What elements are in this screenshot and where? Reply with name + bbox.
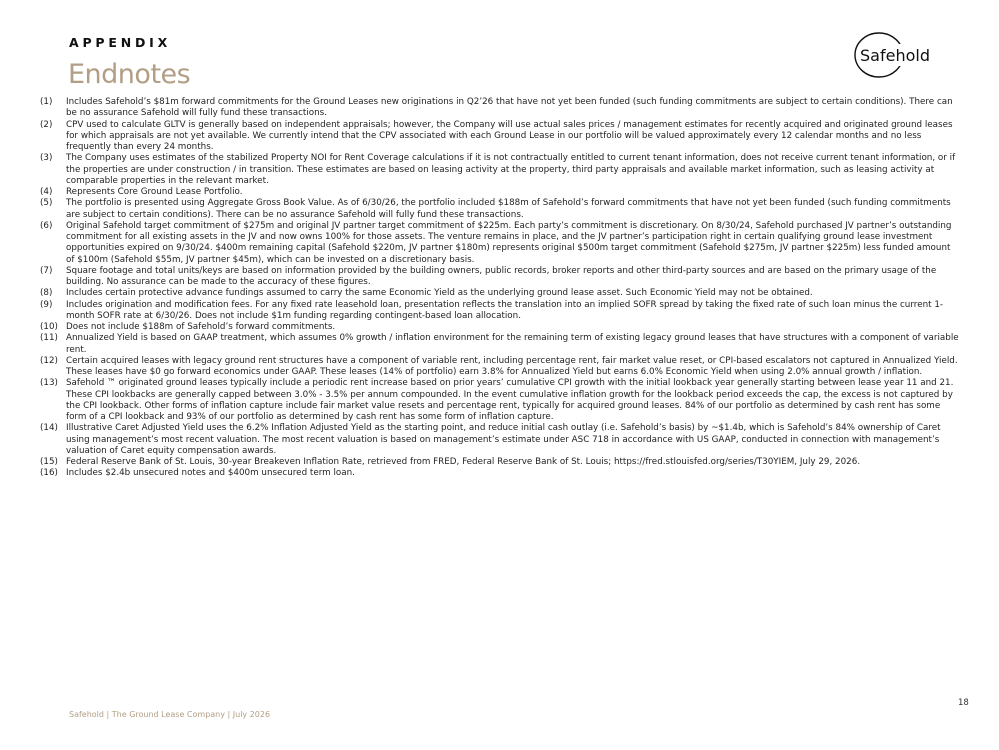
endnote-number: (2) <box>40 119 53 130</box>
endnote-number: (8) <box>40 288 53 299</box>
endnote-item <box>40 300 960 323</box>
endnote-text: Includes origination and modification fees. For any fixed rate leasehold loan, presentation reflects the translation into an implied SOFR spread by taking the fixed rate of such loan minus the current 1-month SOFR rate at 6/30/26. Does not include $1m funding regarding contingent-based loan allocation. <box>66 299 944 321</box>
endnote-item <box>40 356 960 379</box>
endnote-item <box>40 378 960 423</box>
endnote-text: Safehold ™ originated ground leases typically include a periodic rent increase based on prior years’ cumulative CPI growth with the initial lookback year generally starting between lease year 11 and 21. These CPI lookbacks are generally capped between 3.0% - 3.5% per annum compounded. In the event cumulative inflation growth for the lookback period exceeds the cap, the excess is not captured by the CPI lookback. Other forms of inflation capture include fair market value resets and percentage rent, typically for acquired ground leases. 84% of our portfolio as determined by cash rent has some form of a CPI lookback and 93% of our portfolio as determined by cash rent has some form of inflation capture. <box>66 378 954 422</box>
endnote-text: Includes certain protective advance fundings assumed to carry the same Economic Yield as the underlying ground lease asset. Such Economic Yield may not be obtained. <box>66 288 813 299</box>
endnote-number: (4) <box>40 187 53 197</box>
endnote-item <box>40 423 960 457</box>
endnote-text: Includes Safehold’s $81m forward commitments for the Ground Leases new originations in Q2’26 that have not yet been funded (such funding commitments are subject to certain conditions). There can be no assurance Safehold will fully fund these transactions. <box>66 97 953 119</box>
endnote-number: (16) <box>40 468 58 479</box>
endnote-number: (6) <box>40 220 53 231</box>
endnote-number: (14) <box>40 423 58 434</box>
endnote-number: (5) <box>40 198 53 209</box>
section-label: APPENDIX <box>69 35 172 50</box>
endnote-item <box>40 187 960 198</box>
endnote-item <box>40 288 960 299</box>
page-number: 18 <box>958 698 969 708</box>
endnote-text: Square footage and total units/keys are based on information provided by the building owners, public records, broker reports and other third-party sources and are based on the primary usage of the building. No assurance can be made to the accuracy of these figures. <box>66 265 937 287</box>
endnote-text: The portfolio is presented using Aggregate Gross Book Value. As of 6/30/26, the portfolio included $188m of Safehold’s forward commitments that have not yet been funded (such funding commitments are subject to certain conditions). There can be no assurance Safehold will fully fund these transactions. <box>66 198 951 220</box>
endnote-text: CPV used to calculate GLTV is generally based on independent appraisals; however, the Company will use actual sales prices / management estimates for recently acquired and originated ground leases for which appraisals are not yet available. We currently intend that the CPV associated with each Ground Lease in our portfolio will be valued approximately every 12 calendar months and no less frequently than every 24 months. <box>66 119 953 152</box>
endnote-item <box>40 120 960 154</box>
endnote-item <box>40 333 960 356</box>
safehold-logo <box>852 30 944 82</box>
endnote-text: Certain acquired leases with legacy ground rent structures have a component of variable rent, including percentage rent, fair market value reset, or CPI-based escalators not captured in Annualized Yield. These leases have $0 go forward economics under GAAP. These leases (14% of portfolio) earn 3.8% for Annualized Yield but earns 6.0% Economic Yield when using 2.0% annual growth / inflation. <box>66 355 958 377</box>
endnote-item <box>40 457 960 468</box>
endnote-item <box>40 322 960 333</box>
endnote-item <box>40 266 960 289</box>
endnote-number: (9) <box>40 299 53 310</box>
endnote-number: (3) <box>40 153 53 164</box>
page-title: Endnotes <box>68 59 191 90</box>
endnote-text: Does not include $188m of Safehold’s forward commitments. <box>66 322 336 332</box>
endnote-item <box>40 468 960 479</box>
endnote-text: Illustrative Caret Adjusted Yield uses the 6.2% Inflation Adjusted Yield as the starting point, and reduce initial cash outlay (i.e. Safehold’s basis) by ~$1.4b, which is Safehold’s 84% ownership of Caret using management’s most recent valuation. The most recent valuation is based on management’s estimate under ASC 718 in accordance with US GAAP, conducted in connection with management’s valuation of Caret equity compensation awards. <box>66 423 941 456</box>
endnote-item <box>40 198 960 221</box>
endnote-number: (1) <box>40 97 53 107</box>
endnote-number: (11) <box>40 333 58 344</box>
logo-text: Safehold <box>860 46 930 65</box>
endnote-number: (15) <box>40 457 58 467</box>
endnote-text: Includes $2.4b unsecured notes and $400m unsecured term loan. <box>66 468 355 479</box>
endnote-number: (13) <box>40 378 58 389</box>
endnote-number: (7) <box>40 265 53 276</box>
endnote-text: Represents Core Ground Lease Portfolio. <box>66 187 243 197</box>
endnote-text: Original Safehold target commitment of $275m and original JV partner target commitment of $225m. Each party’s commitment is discretionary. On 8/30/24, Safehold purchased JV partner’s outstanding commitment for all existing assets in the JV and now owns 100% for those assets. The venture remains in place, and the JV partner’s participation right in certain qualifying ground lease investment opportunities expired on 9/30/24. $400m remaining capital (Safehold $220m, JV partner $180m) represents original $500m target commitment (Safehold $275m, JV partner $225m) less funded amount of $100m (Safehold $55m, JV partner $45m), which can be invested on a discretionary basis. <box>66 220 952 265</box>
footer-text: Safehold | The Ground Lease Company | July 2026 <box>69 710 271 719</box>
endnote-text: Annualized Yield is based on GAAP treatment, which assumes 0% growth / inflation environment for the remaining term of existing legacy ground leases that have structures with a component of variable rent. <box>66 333 959 355</box>
endnote-item <box>40 221 960 266</box>
endnote-number: (12) <box>40 355 58 366</box>
endnote-item <box>40 97 960 120</box>
endnote-item <box>40 153 960 187</box>
endnote-text: The Company uses estimates of the stabilized Property NOI for Rent Coverage calculations if it is not contractually entitled to current tenant information, does not receive current tenant information, or if the properties are under construction / in transition. These estimates are based on leasing activity at the property, third party appraisals and available market information, such as leasing activity at comparable properties in the relevant market. <box>66 153 956 186</box>
endnote-number: (10) <box>40 322 58 332</box>
endnotes-list <box>40 97 960 480</box>
endnote-text: Federal Reserve Bank of St. Louis, 30-year Breakeven Inflation Rate, retrieved from FRED, Federal Reserve Bank of St. Louis; https://fred.stlouisfed.org/series/T30YIEM, July 29, 2026. <box>66 457 861 467</box>
